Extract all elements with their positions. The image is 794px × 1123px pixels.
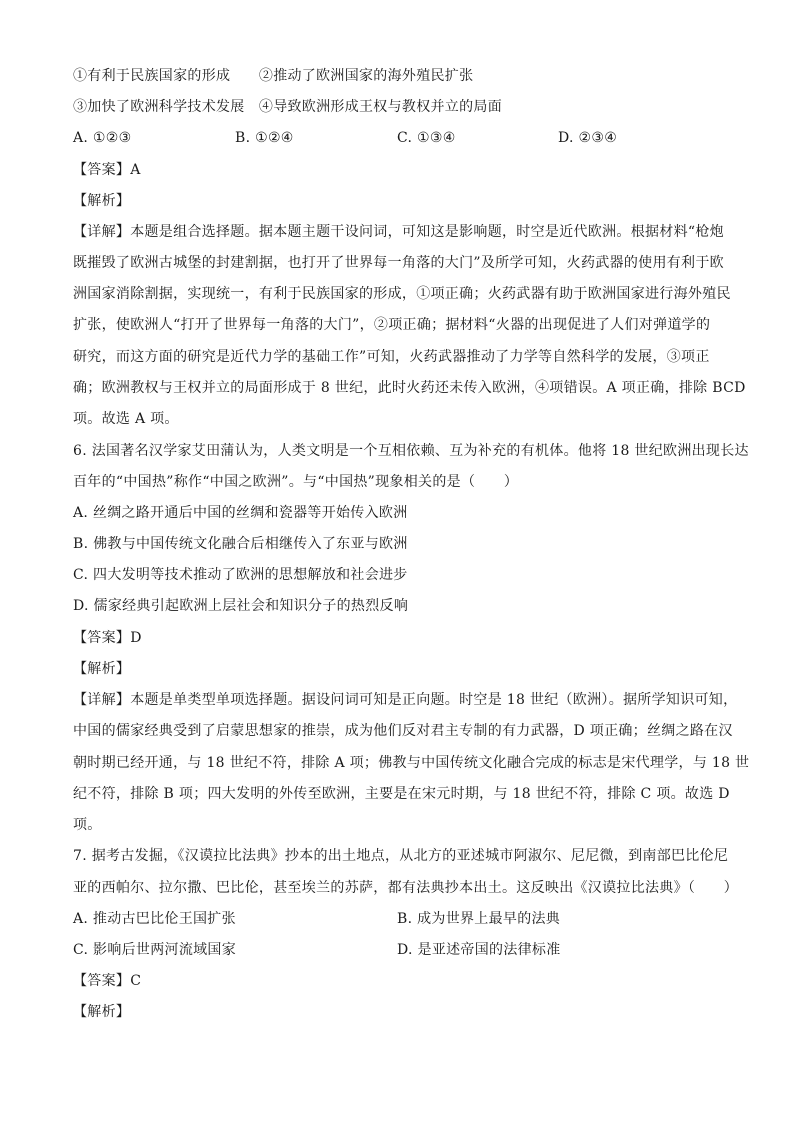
q6-choice-c: C. 四大发明等技术推动了欧洲的思想解放和社会进步 — [73, 567, 408, 583]
q6-detail-line-1: 【详解】本题是单类型单项选择题。据设问词可知是正向题。时空是 18 世纪（欧洲）。据所学知识可知， — [73, 692, 738, 708]
q5-detail-line-2: 既摧毁了欧洲古城堡的封建割据，也打开了世界每一角落的大门”及所学可知，火药武器的使用有利于欧 — [73, 255, 724, 271]
q7-stem-line-1: 7. 据考古发掘，《汉谟拉比法典》抄本的出土地点，从北方的亚述城市阿淑尔、尼尼微，到南部巴比伦尼 — [73, 848, 729, 864]
q7-choice-d: D. 是亚述帝国的法律标准 — [397, 942, 561, 958]
q5-detail-line-6: 确；欧洲教权与王权并立的局面形成于 8 世纪，此时火药还未传入欧洲，④项错误。A 项正确，排除 BCD — [73, 380, 746, 396]
q5-choice-c: C. ①③④ — [397, 130, 456, 146]
q7-answer: 【答案】C — [73, 973, 142, 989]
q5-choice-a: A. ①②③ — [73, 130, 132, 146]
q6-detail-line-3: 朝时期已经开通，与 18 世纪不符，排除 A 项；佛教与中国传统文化融合完成的标志是宋代理学，与 18 世 — [73, 755, 750, 771]
q6-choice-b: B. 佛教与中国传统文化融合后相继传入了东亚与欧洲 — [73, 536, 408, 552]
q6-choice-a: A. 丝绸之路开通后中国的丝绸和瓷器等开始传入欧洲 — [73, 505, 408, 521]
q7-stem-line-2: 亚的西帕尔、拉尔撒、巴比伦，甚至埃兰的苏萨，都有法典抄本出土。这反映出《汉谟拉比法典》（ ） — [73, 880, 739, 896]
q5-choice-d: D. ②③④ — [558, 130, 618, 146]
q5-detail-line-4: 扩张，使欧洲人“打开了世界每一角落的大门”，②项正确；据材料“火器的出现促进了人们对弹道学的 — [73, 317, 711, 333]
q5-options-line-2: ③加快了欧洲科学技术发展 ④导致欧洲形成王权与教权并立的局面 — [73, 99, 502, 115]
q7-choice-c: C. 影响后世两河流域国家 — [73, 942, 237, 958]
q6-answer: 【答案】D — [73, 630, 142, 646]
q6-analysis-label: 【解析】 — [73, 661, 131, 677]
q5-analysis-label: 【解析】 — [73, 193, 131, 209]
q6-detail-line-5: 项。 — [73, 817, 102, 833]
q6-choice-d: D. 儒家经典引起欧洲上层社会和知识分子的热烈反响 — [73, 598, 409, 614]
q7-choice-b: B. 成为世界上最早的法典 — [397, 911, 561, 927]
q5-detail-line-5: 研究，而这方面的研究是近代力学的基础工作”可知，火药武器推动了力学等自然科学的发展，③项正 — [73, 349, 710, 365]
q5-detail-line-3: 洲国家消除割据，实现统一，有利于民族国家的形成，①项正确；火药武器有助于欧洲国家进行海外殖民 — [73, 286, 731, 302]
q5-options-line-1: ①有利于民族国家的形成 ②推动了欧洲国家的海外殖民扩张 — [73, 68, 474, 84]
q7-analysis-label: 【解析】 — [73, 1004, 131, 1020]
q6-detail-line-4: 纪不符，排除 B 项；四大发明的外传至欧洲，主要是在宋元时期，与 18 世纪不符，排除 C 项。故选 D — [73, 786, 730, 802]
q6-stem-line-2: 百年的“中国热”称作“中国之欧洲”。与“中国热”现象相关的是（ ） — [73, 474, 519, 490]
q5-answer: 【答案】A — [73, 162, 141, 178]
q6-stem-line-1: 6. 法国著名汉学家艾田蒲认为，人类文明是一个互相依赖、互为补充的有机体。他将 18 世纪欧洲出现长达 — [73, 443, 749, 459]
q5-detail-line-7: 项。故选 A 项。 — [73, 411, 179, 427]
q5-choice-b: B. ①②④ — [235, 130, 294, 146]
q6-detail-line-2: 中国的儒家经典受到了启蒙思想家的推崇，成为他们反对君主专制的有力武器，D 项正确；丝绸之路在汉 — [73, 723, 733, 739]
q7-choice-a: A. 推动古巴比伦王国扩张 — [73, 911, 236, 927]
q5-detail-line-1: 【详解】本题是组合选择题。据本题主题干设问词，可知这是影响题，时空是近代欧洲。根据材料“枪炮 — [73, 224, 724, 240]
